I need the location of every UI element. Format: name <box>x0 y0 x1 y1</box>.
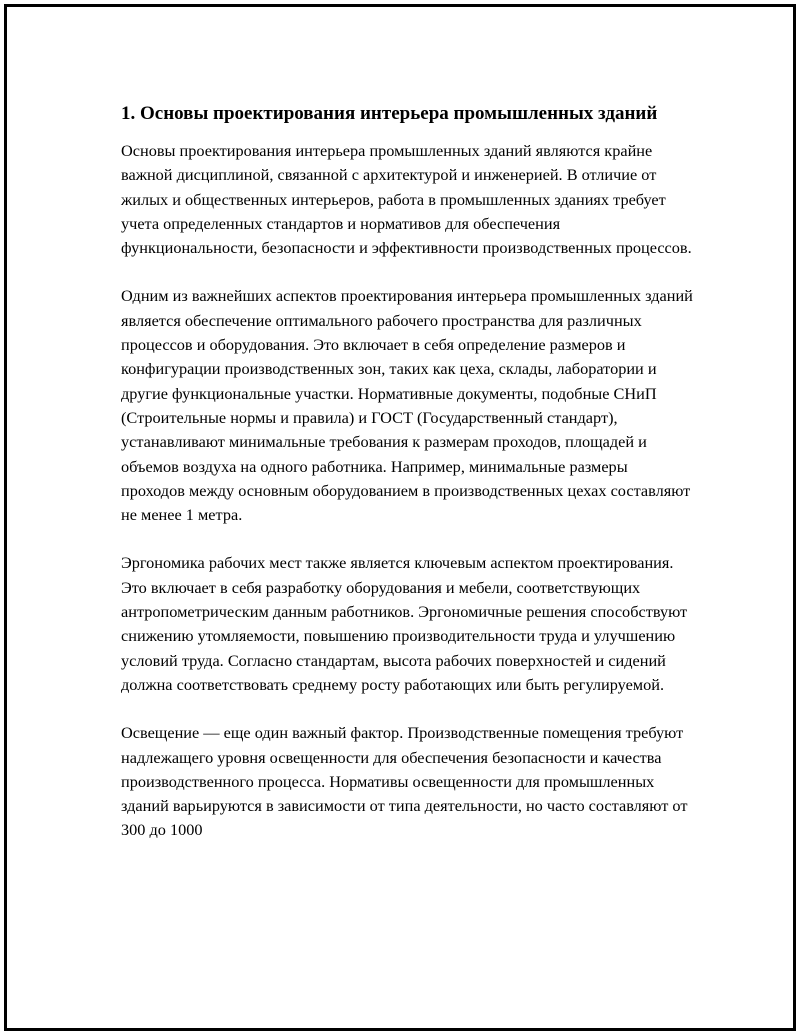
section-heading: 1. Основы проектирования интерьера промышленных зданий <box>121 103 658 124</box>
paragraph-2: Одним из важнейших аспектов проектирования интерьера промышленных зданий является обеспечение оптимального рабочего пространства для различных процессов и оборудования. Это включает в себя определение размеров и конфигурации производственных зон, таких как цеха, склады, лаборатории и другие функциональные участки. Нормативные документы, подобные СНиП (Строительные нормы и правила) и ГОСТ (Государственный стандарт), устанавливают минимальные требования к размерам проходов, площадей и объемов воздуха на одного работника. Например, минимальные размеры проходов между основным оборудованием в производственных цехах составляют не менее 1 метра. <box>121 286 693 525</box>
paragraph-4: Освещение — еще один важный фактор. Производственные помещения требуют надлежащего уровня освещенности для обеспечения безопасности и качества производственного процесса. Нормативы освещенности для промышленных зданий варьируются в зависимости от типа деятельности, но часто составляют от 300 до 1000 <box>121 723 688 840</box>
paragraph-3: Эргономика рабочих мест также является ключевым аспектом проектирования. Это включает в себя разработку оборудования и мебели, соответствующих антропометрическим данным работников. Эргономичные решения способствуют снижению утомляемости, повышению производительности труда и улучшению условий труда. Согласно стандартам, высота рабочих поверхностей и сидений должна соответствовать среднему росту работающих или быть регулируемой. <box>121 553 688 694</box>
page <box>4 4 796 1031</box>
document-body <box>121 101 693 867</box>
paragraph-1: Основы проектирования интерьера промышленных зданий являются крайне важной дисциплиной, связанной с архитектурой и инженерией. В отличие от жилых и общественных интерьеров, работа в промышленных зданиях требует учета определенных стандартов и нормативов для обеспечения функциональности, безопасности и эффективности производственных процессов. <box>121 141 692 258</box>
